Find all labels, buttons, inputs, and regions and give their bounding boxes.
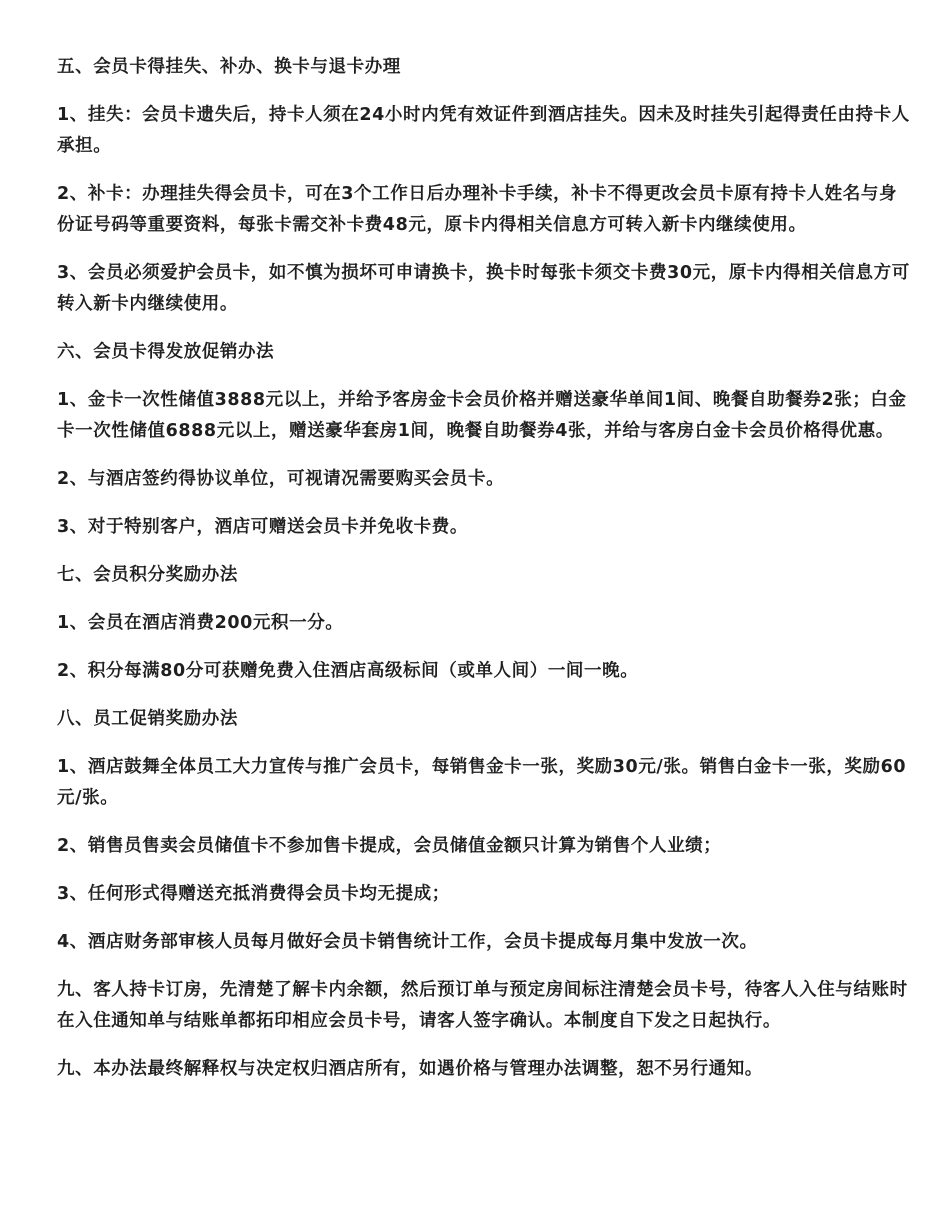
paragraph-special-clients: 3、对于特别客户，酒店可赠送会员卡并免收卡费。 bbox=[57, 517, 468, 537]
paragraph-final-interpretation: 九、本办法最终解释权与决定权归酒店所有，如遇价格与管理办法调整，恕不另行通知。 bbox=[57, 1059, 763, 1079]
paragraph-finance-review: 4、酒店财务部审核人员每月做好会员卡销售统计工作，会员卡提成每月集中发放一次。 bbox=[57, 932, 758, 952]
section-heading-5: 五、会员卡得挂失、补办、换卡与退卡办理 bbox=[57, 57, 401, 77]
paragraph-gifted-cards: 3、任何形式得赠送充抵消费得会员卡均无提成； bbox=[57, 884, 450, 904]
paragraph-points-redemption: 2、积分每满80分可获赠免费入住酒店高级标间（或单人间）一间一晚。 bbox=[57, 661, 639, 681]
section-heading-7: 七、会员积分奖励办法 bbox=[57, 565, 238, 585]
paragraph-staff-rewards: 1、酒店鼓舞全体员工大力宣传与推广会员卡，每销售金卡一张，奖励30元/张。销售白金卡一张，奖励60元/张。 bbox=[57, 757, 907, 808]
paragraph-gold-platinum-promo: 1、金卡一次性储值3888元以上，并给予客房金卡会员价格并赠送豪华单间1间、晚餐自助餐券2张；白金卡一次性储值6888元以上，赠送豪华套房1间，晚餐自助餐券4张，并给与客房白金卡会员价格得优惠。 bbox=[57, 390, 907, 441]
paragraph-points-earning: 1、会员在酒店消费200元积一分。 bbox=[57, 613, 344, 633]
section-heading-8: 八、员工促销奖励办法 bbox=[57, 709, 238, 729]
paragraph-stored-value-commission: 2、销售员售卖会员储值卡不参加售卡提成，会员储值金额只计算为销售个人业绩； bbox=[57, 836, 722, 856]
paragraph-loss-report: 1、挂失：会员卡遗失后，持卡人须在24小时内凭有效证件到酒店挂失。因未及时挂失引起得责任由持卡人承担。 bbox=[57, 105, 910, 156]
section-heading-6: 六、会员卡得发放促销办法 bbox=[57, 342, 275, 362]
paragraph-agreement-units: 2、与酒店签约得协议单位，可视请况需要购买会员卡。 bbox=[57, 469, 505, 489]
paragraph-card-reissue: 2、补卡：办理挂失得会员卡，可在3个工作日后办理补卡手续，补卡不得更改会员卡原有持卡人姓名与身份证号码等重要资料，每张卡需交补卡费48元，原卡内得相关信息方可转入新卡内继续使用。 bbox=[57, 184, 898, 235]
paragraph-card-booking: 九、客人持卡订房，先清楚了解卡内余额，然后预订单与预定房间标注清楚会员卡号，待客人入住与结账时在入住通知单与结账单都拓印相应会员卡号，请客人签字确认。本制度自下发之日起执行。 bbox=[57, 980, 908, 1031]
paragraph-card-replacement: 3、会员必须爱护会员卡，如不慎为损坏可申请换卡，换卡时每张卡须交卡费30元，原卡内得相关信息方可转入新卡内继续使用。 bbox=[57, 263, 910, 314]
